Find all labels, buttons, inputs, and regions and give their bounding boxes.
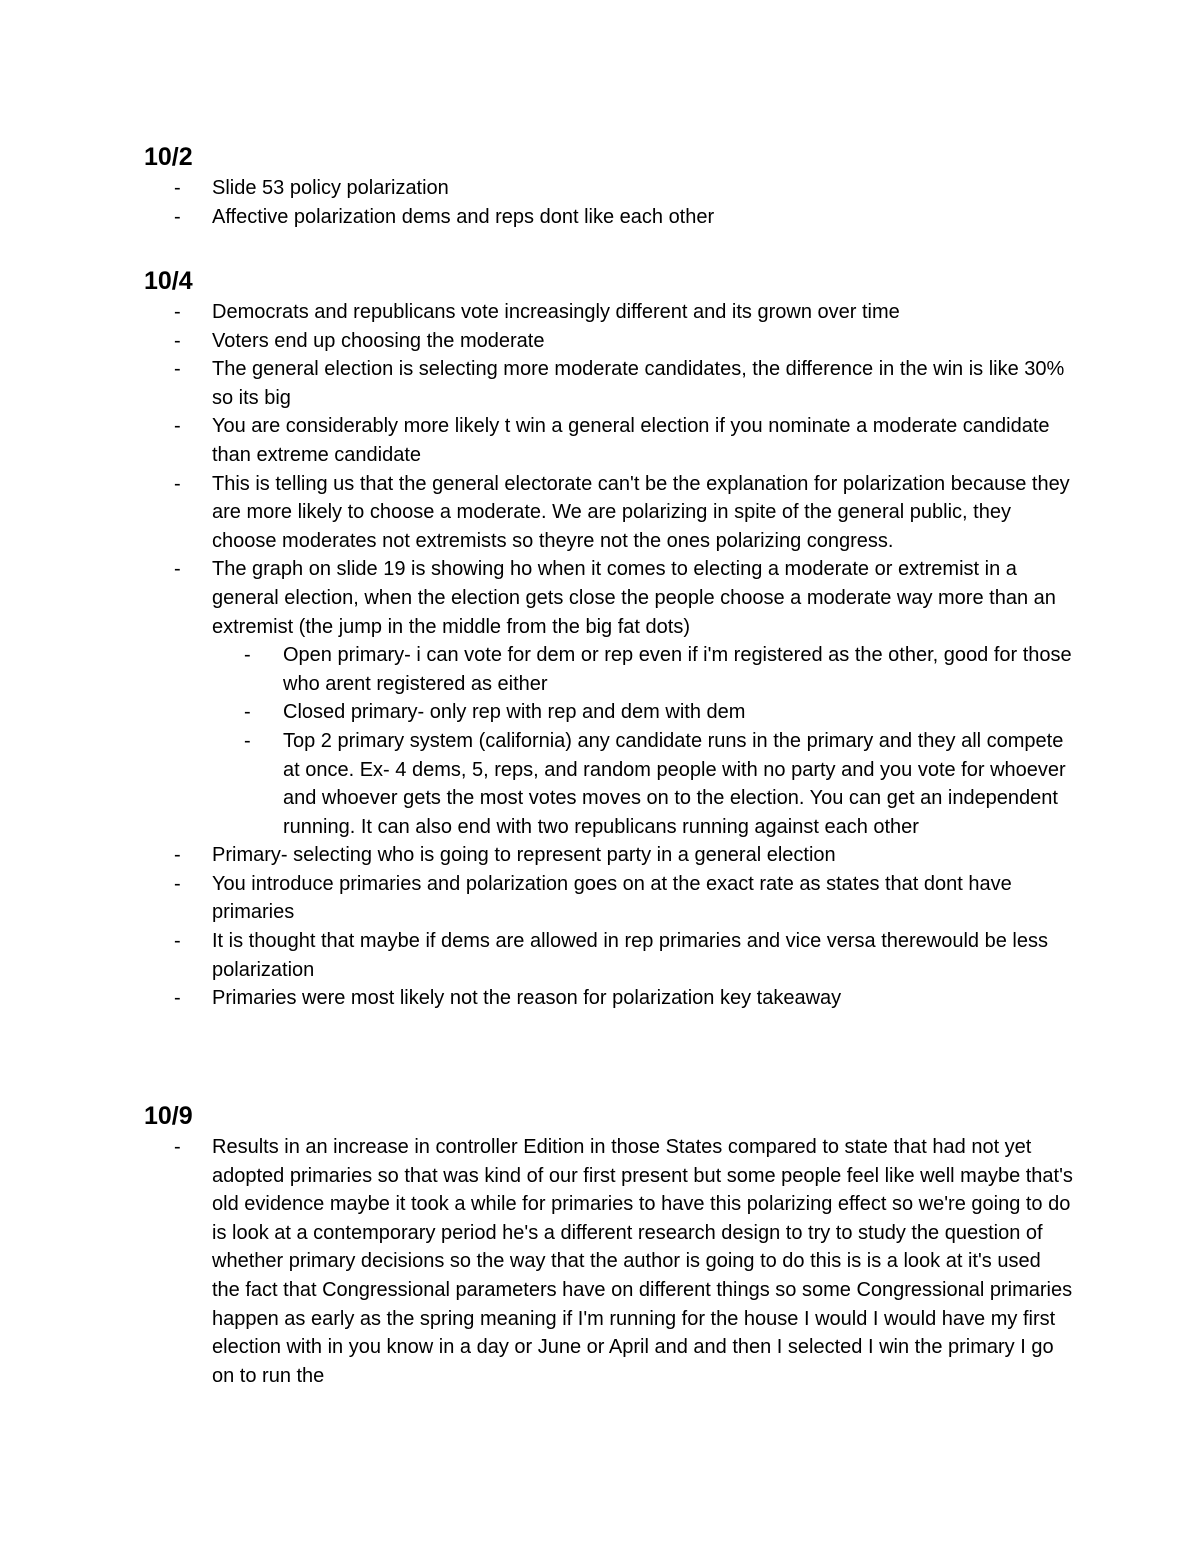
notes-section-10-9 xyxy=(144,1101,1074,1390)
section-heading: 10/9 xyxy=(144,1102,193,1130)
list-item-text: It is thought that maybe if dems are allowed in rep primaries and vice versa therewould be less polarization xyxy=(212,930,1048,981)
list-item-text: The general election is selecting more moderate candidates, the difference in the win is like 30% so its big xyxy=(212,358,1065,409)
list-item xyxy=(144,1133,1074,1390)
list-item-text: Voters end up choosing the moderate xyxy=(212,329,545,352)
list-item-text: Democrats and republicans vote increasingly different and its grown over time xyxy=(212,301,900,323)
list-item xyxy=(144,555,1074,641)
notes-section-10-4 xyxy=(144,266,1074,1013)
list-item xyxy=(144,927,1074,984)
list-item xyxy=(144,174,1074,203)
list-item xyxy=(144,841,1074,870)
list-item xyxy=(144,355,1074,412)
list-item xyxy=(144,870,1074,927)
section-heading: 10/2 xyxy=(144,143,193,171)
list-item-text: Affective polarization dems and reps dont like each other xyxy=(212,205,715,228)
sub-list-item xyxy=(144,641,1074,698)
list-item xyxy=(144,470,1074,556)
list-item-text: Slide 53 policy polarization xyxy=(212,177,449,199)
dash-bullet-icon: - xyxy=(244,729,251,752)
dash-bullet-icon: - xyxy=(174,358,181,381)
list-item-text: You are considerably more likely t win a general election if you nominate a moderate candidate than extreme candidate xyxy=(212,415,1050,466)
bullet-list xyxy=(144,174,1074,231)
dash-bullet-icon: - xyxy=(174,987,181,1010)
dash-bullet-icon: - xyxy=(174,1136,181,1158)
list-item xyxy=(144,984,1074,1013)
dash-bullet-icon: - xyxy=(174,844,181,867)
section-heading: 10/4 xyxy=(144,267,193,295)
dash-bullet-icon: - xyxy=(174,415,181,438)
dash-bullet-icon: - xyxy=(244,701,251,724)
list-item xyxy=(144,203,1074,232)
list-item xyxy=(144,327,1074,356)
dash-bullet-icon: - xyxy=(174,558,181,581)
list-item-text: The graph on slide 19 is showing ho when it comes to electing a moderate or extremist in a general election, when the election gets close the people choose a moderate way more than an extremist (the jump in the middle from the big fat dots) xyxy=(212,558,1056,638)
list-item xyxy=(144,298,1074,327)
list-item-text: Primaries were most likely not the reason for polarization key takeaway xyxy=(212,987,842,1010)
bullet-list xyxy=(144,298,1074,1013)
dash-bullet-icon: - xyxy=(174,872,181,895)
list-item-text: You introduce primaries and polarization goes on at the exact rate as states that dont have primaries xyxy=(212,872,1012,924)
list-item-text: Closed primary- only rep with rep and dem with dem xyxy=(283,701,746,724)
notes-section-10-2 xyxy=(144,142,1074,231)
list-item-text: Primary- selecting who is going to represent party in a general election xyxy=(212,844,836,867)
dash-bullet-icon: - xyxy=(174,930,181,953)
dash-bullet-icon: - xyxy=(174,205,181,228)
dash-bullet-icon: - xyxy=(244,644,251,667)
list-item-text: This is telling us that the general electorate can't be the explanation for polarization because they are more likely to choose a moderate. We are polarizing in spite of the general public, they choose moderates not extremists so theyre not the ones polarizing congress. xyxy=(212,472,1070,552)
sub-list-item xyxy=(144,698,1074,727)
list-item xyxy=(144,412,1074,469)
dash-bullet-icon: - xyxy=(174,329,181,352)
dash-bullet-icon: - xyxy=(174,472,181,495)
list-item-text: Top 2 primary system (california) any candidate runs in the primary and they all compete at once. Ex- 4 dems, 5, reps, and random people with no party and you vote for whoever and whoever gets the most votes moves on to the election. You can get an independent running. It can also end with two republicans running against each other xyxy=(283,729,1066,838)
sub-list-item xyxy=(144,727,1074,841)
dash-bullet-icon: - xyxy=(174,301,181,323)
dash-bullet-icon: - xyxy=(174,177,181,199)
bullet-list xyxy=(144,1133,1074,1390)
list-item-text: Results in an increase in controller Edition in those States compared to state that had not yet adopted primaries so that was kind of our first present but some people feel like well maybe that's old evidence maybe it took a while for primaries to have this polarizing effect so we're going to do is look at a contemporary period he's a different research design to try to study the question of whether primary decisions so the way that the author is going to do this is is a look at it's used the fact that Congressional parameters have on different things so some Congressional primaries happen as early as the spring meaning if I'm running for the house I would I would have my first election with in you know in a day or June or April and and then I selected I win the primary I go on to run the xyxy=(212,1136,1073,1387)
list-item-text: Open primary- i can vote for dem or rep even if i'm registered as the other, good for those who arent registered as either xyxy=(283,644,1072,695)
